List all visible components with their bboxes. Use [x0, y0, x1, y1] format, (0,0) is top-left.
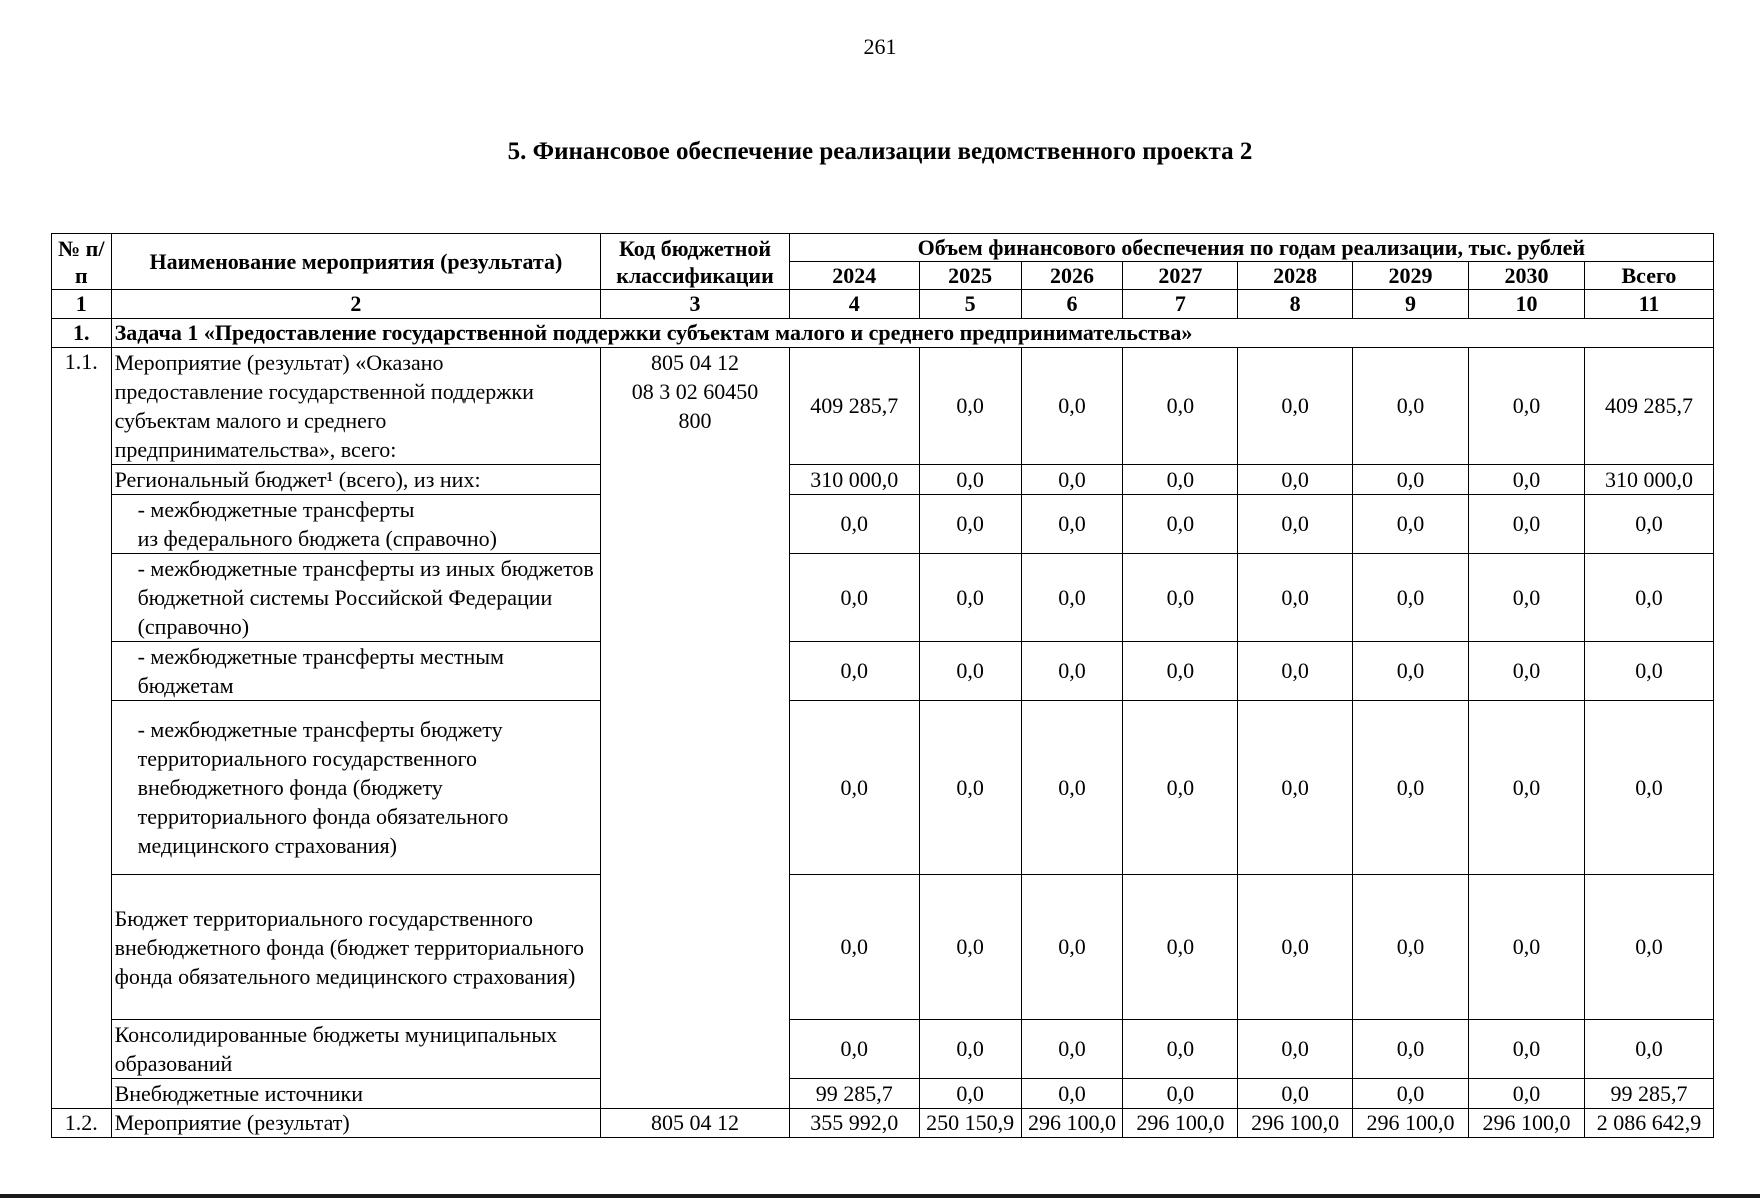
value-cell: 0,0 [919, 1079, 1021, 1109]
budget-code: 805 04 12 08 3 02 60450 800 [601, 348, 790, 1109]
value-cell: 0,0 [1353, 554, 1469, 642]
value-cell: 0,0 [919, 1020, 1021, 1079]
header-year-2028: 2028 [1238, 262, 1353, 290]
row-name: Внебюджетные источники [111, 1079, 601, 1109]
table-row [52, 554, 1714, 642]
value-cell: 0,0 [789, 875, 919, 1020]
value-cell: 0,0 [1021, 642, 1123, 701]
value-total: 2 086 642,9 [1584, 1109, 1713, 1138]
value-cell: 296 100,0 [1469, 1109, 1585, 1138]
header-year-2024: 2024 [789, 262, 919, 290]
value-cell: 0,0 [1353, 348, 1469, 465]
value-cell: 0,0 [1469, 465, 1585, 495]
column-number: 7 [1123, 290, 1238, 319]
value-cell: 0,0 [1238, 1079, 1353, 1109]
column-number: 6 [1021, 290, 1123, 319]
row-name: Мероприятие (результат) «Оказано предоставление государственной поддержки субъектам малого и среднего предпринимательства», всего: [111, 348, 601, 465]
value-cell: 0,0 [919, 495, 1021, 554]
value-cell: 0,0 [1021, 348, 1123, 465]
value-cell: 0,0 [1469, 348, 1585, 465]
value-cell: 296 100,0 [1021, 1109, 1123, 1138]
row-name: Консолидированные бюджеты муниципальных образований [111, 1020, 601, 1079]
header-no: № п/п [52, 234, 112, 290]
value-cell: 0,0 [1123, 495, 1238, 554]
column-number: 10 [1469, 290, 1585, 319]
value-cell: 0,0 [1123, 348, 1238, 465]
column-number: 2 [111, 290, 601, 319]
value-total: 310 000,0 [1584, 465, 1713, 495]
header-year-2027: 2027 [1123, 262, 1238, 290]
value-cell: 0,0 [789, 554, 919, 642]
column-number: 3 [601, 290, 790, 319]
value-cell: 0,0 [1123, 701, 1238, 875]
value-cell: 0,0 [919, 642, 1021, 701]
value-cell: 0,0 [1238, 1020, 1353, 1079]
value-cell: 0,0 [1469, 875, 1585, 1020]
value-cell: 409 285,7 [789, 348, 919, 465]
value-cell: 0,0 [1353, 495, 1469, 554]
value-cell: 0,0 [789, 1020, 919, 1079]
bottom-rule [0, 1194, 1760, 1198]
value-cell: 0,0 [1238, 701, 1353, 875]
column-number: 9 [1353, 290, 1469, 319]
value-cell: 0,0 [1238, 495, 1353, 554]
value-cell: 0,0 [919, 875, 1021, 1020]
value-cell: 0,0 [1021, 1020, 1123, 1079]
value-cell: 0,0 [919, 701, 1021, 875]
header-name: Наименование мероприятия (результата) [111, 234, 601, 290]
value-cell: 0,0 [1123, 1020, 1238, 1079]
table-row [52, 495, 1714, 554]
value-total: 409 285,7 [1584, 348, 1713, 465]
value-cell: 0,0 [789, 495, 919, 554]
header-total: Всего [1584, 262, 1713, 290]
budget-code: 805 04 12 [601, 1109, 790, 1138]
value-cell: 0,0 [1238, 642, 1353, 701]
value-cell: 0,0 [919, 465, 1021, 495]
value-cell: 0,0 [1123, 465, 1238, 495]
value-cell: 0,0 [1021, 1079, 1123, 1109]
value-cell: 99 285,7 [789, 1079, 919, 1109]
column-number: 8 [1238, 290, 1353, 319]
header-code: Код бюджетной классификации [601, 234, 790, 290]
row-name: - межбюджетные трансферты бюджету территориального государственного внебюджетного фонда (бюджету территориального фонда обязательного медицинского страхования) [111, 701, 601, 875]
table-row [52, 1020, 1714, 1079]
value-cell: 0,0 [1123, 875, 1238, 1020]
table-row [52, 465, 1714, 495]
header-year-2026: 2026 [1021, 262, 1123, 290]
column-number: 11 [1584, 290, 1713, 319]
value-cell: 0,0 [1021, 495, 1123, 554]
value-cell: 0,0 [1469, 642, 1585, 701]
value-cell: 0,0 [1469, 701, 1585, 875]
row-name: Бюджет территориального государственного внебюджетного фонда (бюджет территориального фонда обязательного медицинского страхования) [111, 875, 601, 1020]
value-cell: 296 100,0 [1353, 1109, 1469, 1138]
table-row [52, 875, 1714, 1020]
row-name: - межбюджетные трансферты из иных бюджетов бюджетной системы Российской Федерации (справочно) [111, 554, 601, 642]
section-title: 5. Финансовое обеспечение реализации ведомственного проекта 2 [507, 138, 1253, 165]
row-name: - межбюджетные трансферты из федерального бюджета (справочно) [111, 495, 601, 554]
item-number: 1.1. [52, 348, 112, 1109]
value-cell: 0,0 [1123, 1079, 1238, 1109]
column-number: 1 [52, 290, 112, 319]
row-name: Региональный бюджет¹ (всего), из них: [111, 465, 601, 495]
value-cell: 0,0 [1238, 554, 1353, 642]
value-cell: 0,0 [1123, 642, 1238, 701]
value-cell: 0,0 [1469, 554, 1585, 642]
task-title: Задача 1 «Предоставление государственной поддержки субъектам малого и среднего предпринимательства» [111, 319, 1713, 348]
value-cell: 0,0 [1469, 1079, 1585, 1109]
value-cell: 296 100,0 [1123, 1109, 1238, 1138]
value-total: 0,0 [1584, 554, 1713, 642]
value-cell: 0,0 [1353, 701, 1469, 875]
value-cell: 0,0 [1353, 1020, 1469, 1079]
table-row [52, 1079, 1714, 1109]
value-cell: 0,0 [1353, 642, 1469, 701]
value-cell: 0,0 [1238, 348, 1353, 465]
value-cell: 0,0 [1238, 875, 1353, 1020]
value-cell: 0,0 [1469, 495, 1585, 554]
task-row [52, 319, 1714, 348]
value-total: 0,0 [1584, 495, 1713, 554]
value-cell: 296 100,0 [1238, 1109, 1353, 1138]
row-name: - межбюджетные трансферты местным бюджетам [111, 642, 601, 701]
table-row [52, 701, 1714, 875]
value-cell: 0,0 [1021, 465, 1123, 495]
value-total: 0,0 [1584, 875, 1713, 1020]
value-cell: 0,0 [1238, 465, 1353, 495]
value-cell: 250 150,9 [919, 1109, 1021, 1138]
value-cell: 0,0 [789, 642, 919, 701]
value-cell: 0,0 [919, 554, 1021, 642]
task-number: 1. [52, 319, 112, 348]
table-row [52, 348, 1714, 465]
value-cell: 0,0 [1021, 554, 1123, 642]
value-cell: 0,0 [1353, 875, 1469, 1020]
value-cell: 0,0 [1123, 554, 1238, 642]
row-name: Мероприятие (результат) [111, 1109, 601, 1138]
value-cell: 355 992,0 [789, 1109, 919, 1138]
value-cell: 0,0 [919, 348, 1021, 465]
page-number: 261 [863, 34, 897, 59]
column-numbers-row [52, 290, 1714, 319]
value-total: 0,0 [1584, 701, 1713, 875]
item-number: 1.2. [52, 1109, 112, 1138]
financing-table [51, 233, 1714, 1138]
column-number: 4 [789, 290, 919, 319]
table-row [52, 642, 1714, 701]
value-cell: 0,0 [1021, 701, 1123, 875]
header-year-2025: 2025 [919, 262, 1021, 290]
header-year-2030: 2030 [1469, 262, 1585, 290]
column-number: 5 [919, 290, 1021, 319]
header-year-2029: 2029 [1353, 262, 1469, 290]
value-cell: 0,0 [1469, 1020, 1585, 1079]
value-total: 0,0 [1584, 1020, 1713, 1079]
table-row [52, 1109, 1714, 1138]
value-cell: 310 000,0 [789, 465, 919, 495]
value-cell: 0,0 [789, 701, 919, 875]
value-cell: 0,0 [1353, 465, 1469, 495]
value-total: 0,0 [1584, 642, 1713, 701]
value-total: 99 285,7 [1584, 1079, 1713, 1109]
header-volume: Объем финансового обеспечения по годам реализации, тыс. рублей [789, 234, 1713, 262]
value-cell: 0,0 [1353, 1079, 1469, 1109]
value-cell: 0,0 [1021, 875, 1123, 1020]
